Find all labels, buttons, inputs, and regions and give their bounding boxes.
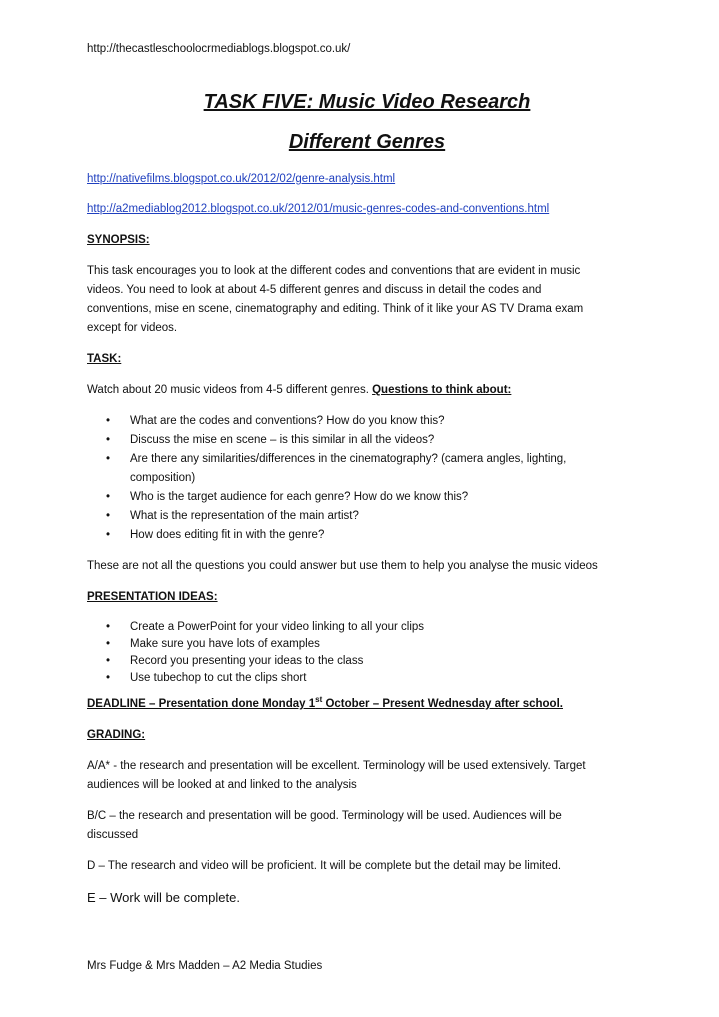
deadline-prefix: DEADLINE – Presentation done Monday 1 [87,698,316,710]
deadline-suffix: October – Present Wednesday after school. [322,698,563,710]
list-item: • Are there any similarities/differences in the cinematography? (camera angles, lighting, [87,450,647,469]
grading-heading: GRADING: [87,729,146,741]
list-item: • How does editing fit in with the genre? [87,526,647,545]
grade-e: E – Work will be complete. [87,890,240,905]
task-intro-text: Watch about 20 music videos from 4-5 different genres. [87,384,373,396]
synopsis-line: except for videos. [87,322,178,334]
grade-b [87,807,647,845]
list-item-continuation: composition) [130,472,196,484]
list-item: • What are the codes and conventions? How do you know this? [87,412,647,431]
task-heading: TASK: [87,353,122,365]
grade-a [87,757,647,795]
grade-b-line: discussed [87,829,139,841]
list-item: • Record you presenting your ideas to the class [87,653,647,670]
footer: Mrs Fudge & Mrs Madden – A2 Media Studies [87,960,323,972]
grade-b-line: B/C – the research and presentation will be good. Terminology will be used. Audiences will be [87,810,562,822]
list-item: • Make sure you have lots of examples [87,636,647,653]
header-url: http://thecastleschoolocrmediablogs.blogspot.co.uk/ [87,43,351,55]
music-genres-link[interactable]: http://a2mediablog2012.blogspot.co.uk/2012/01/music-genres-codes-and-conventions.html [87,203,550,215]
deadline-sup: st [315,695,323,705]
questions-label: Questions to think about: [372,384,512,396]
page-title: TASK FIVE: Music Video Research [203,91,531,113]
list-item: • Who is the target audience for each genre? How do we know this? [87,488,647,507]
list-item: • Discuss the mise en scene – is this similar in all the videos? [87,431,647,450]
list-item: • What is the representation of the main artist? [87,507,647,526]
task-note: These are not all the questions you could answer but use them to help you analyse the music videos [87,560,598,572]
genre-analysis-link[interactable]: http://nativefilms.blogspot.co.uk/2012/02/genre-analysis.html [87,173,396,185]
task-intro [87,381,647,400]
deadline [87,695,647,714]
presentation-list [87,619,647,687]
page-subtitle: Different Genres [288,131,446,153]
synopsis-line: videos. You need to look at about 4-5 different genres and discuss in detail the codes and [87,284,542,296]
synopsis-line: conventions, mise en scene, cinematography and editing. Think of it like your AS TV Drama exam [87,303,584,315]
synopsis-heading: SYNOPSIS: [87,234,150,246]
synopsis-line: This task encourages you to look at the different codes and conventions that are evident in music [87,265,581,277]
presentation-heading: PRESENTATION IDEAS: [87,591,218,603]
questions-list [87,412,647,545]
document-content [87,88,647,907]
list-item: • Use tubechop to cut the clips short [87,670,647,687]
grade-a-line: audiences will be looked at and linked to the analysis [87,779,357,791]
grade-a-line: A/A* - the research and presentation will be excellent. Terminology will be used extensively. Target [87,760,586,772]
list-item: • Create a PowerPoint for your video linking to all your clips [87,619,647,636]
grade-d: D – The research and video will be proficient. It will be complete but the detail may be limited. [87,860,562,872]
synopsis-text [87,262,647,338]
